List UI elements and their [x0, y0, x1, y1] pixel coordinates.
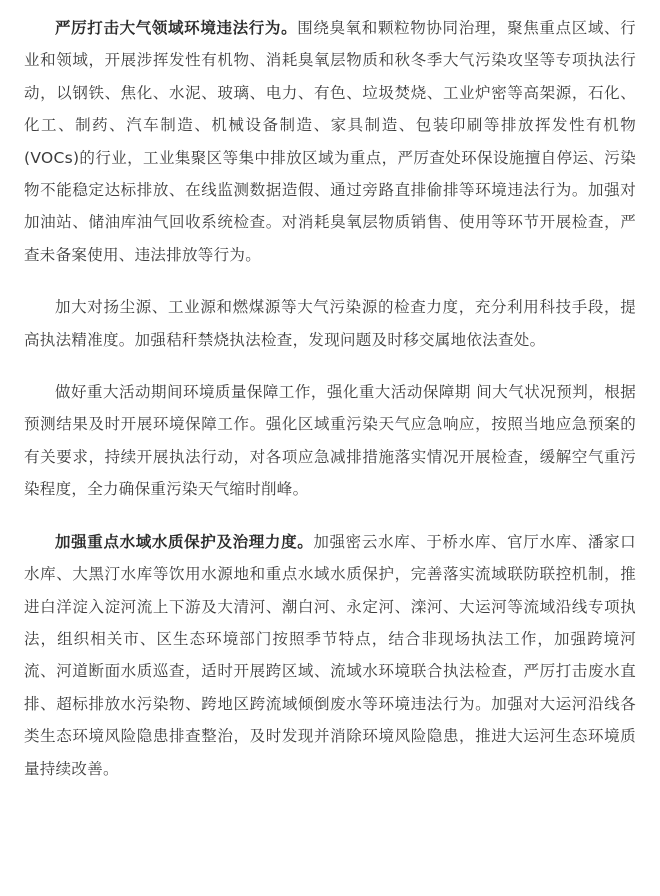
paragraph-text: 加大对扬尘源、工业源和燃煤源等大气污染源的检查力度，充分利用科技手段，提高执法精准度。加强秸秆禁烧执法检查，发现问题及时移交属地依法查处。: [24, 298, 636, 349]
paragraph-lead: 加强重点水域水质保护及治理力度。: [55, 532, 314, 551]
paragraph-text: 加强密云水库、于桥水库、官厅水库、潘家口水库、大黑汀水库等饮用水源地和重点水域水质保护，完善落实流域联防联控机制，推进白洋淀入淀河流上下游及大清河、潮白河、永定河、滦河、大运河等流域沿线专项执法，组织相关市、区生态环境部门按照季节特点，结合非现场执法工作，加强跨境河流、河道断面水质巡查，适时开展跨区域、流域水环境联合执法检查，严厉打击废水直排、超标排放水污染物、跨地区跨流域倾倒废水等环境违法行为。加强对大运河沿线各类生态环境风险隐患排查整治，及时发现并消除环境风险隐患，推进大运河生态环境质量持续改善。: [24, 532, 636, 778]
paragraph-text: 做好重大活动期间环境质量保障工作，强化重大活动保障期 间大气状况预判，根据预测结果及时开展环境保障工作。强化区域重污染天气应急响应，按照当地应急预案的有关要求，持续开展执法行动，对各项应急减排措施落实情况开展检查，缓解空气重污染程度，全力确保重污染天气缩时削峰。: [24, 383, 636, 499]
paragraph-lead: 严厉打击大气领域环境违法行为。: [55, 19, 298, 37]
article-body: [24, 12, 636, 805]
paragraph-text: 围绕臭氧和颗粒物协同治理，聚焦重点区域、行业和领域，开展涉挥发性有机物、消耗臭氧层物质和秋冬季大气污染攻坚等专项执法行动，以钢铁、焦化、水泥、玻璃、电力、有色、垃圾焚烧、工业炉密等高架源，石化、化工、制药、汽车制造、机械设备制造、家具制造、包装印刷等排放挥发性有机物(VOCs)的行业，工业集聚区等集中排放区域为重点，严厉查处环保设施擅自停运、污染物不能稳定达标排放、在线监测数据造假、通过旁路直排偷排等环境违法行为。加强对加油站、储油库油气回收系统检查。对消耗臭氧层物质销售、使用等环节开展检查，严查未备案使用、违法排放等行为。: [24, 19, 636, 264]
paragraph-air-enforcement: [24, 12, 636, 271]
paragraph-major-events: [24, 376, 636, 506]
paragraph-pollution-sources: [24, 291, 636, 356]
paragraph-water-protection: [24, 526, 636, 785]
